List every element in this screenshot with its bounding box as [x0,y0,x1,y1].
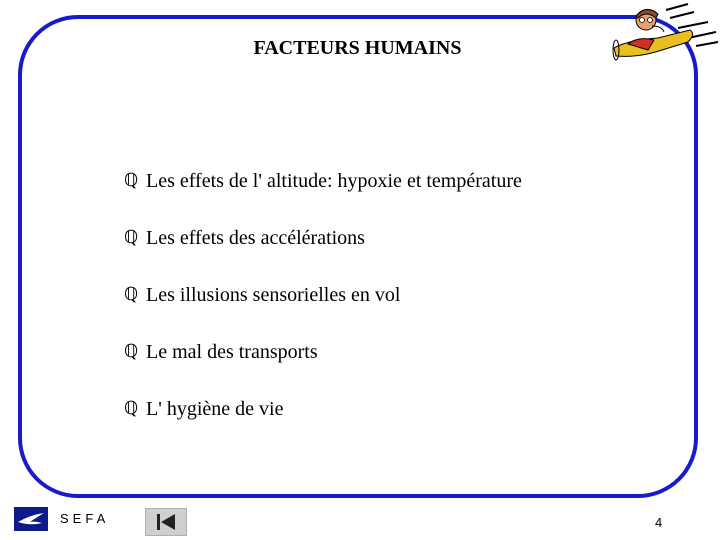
bullet-text: Les effets de l' altitude: hypoxie et température [146,170,522,192]
bullet-text: Les illusions sensorielles en vol [146,284,401,306]
bullet-list [124,170,522,455]
bullet-text: Les effets des accélérations [146,227,365,249]
bullet-item [124,284,522,341]
quill-bullet-icon: ℚ [124,398,139,418]
slide-title: FACTEURS HUMAINS [253,37,462,59]
quill-bullet-icon: ℚ [124,227,139,247]
bullet-item [124,170,522,227]
quill-bullet-icon: ℚ [124,170,139,190]
first-slide-button[interactable] [145,508,187,536]
first-slide-icon [146,509,186,535]
bullet-text: Le mal des transports [146,341,318,363]
page-number: 4 [655,515,663,530]
bullet-item [124,398,522,455]
sefa-logo-icon [14,507,48,531]
bullet-text: L' hygiène de vie [146,398,284,420]
bullet-item [124,341,522,398]
quill-bullet-icon: ℚ [124,284,139,304]
bullet-item [124,227,522,284]
cartoon-pilot-plane-icon [608,0,720,70]
org-label: SEFA [60,511,110,526]
quill-bullet-icon: ℚ [124,341,139,361]
